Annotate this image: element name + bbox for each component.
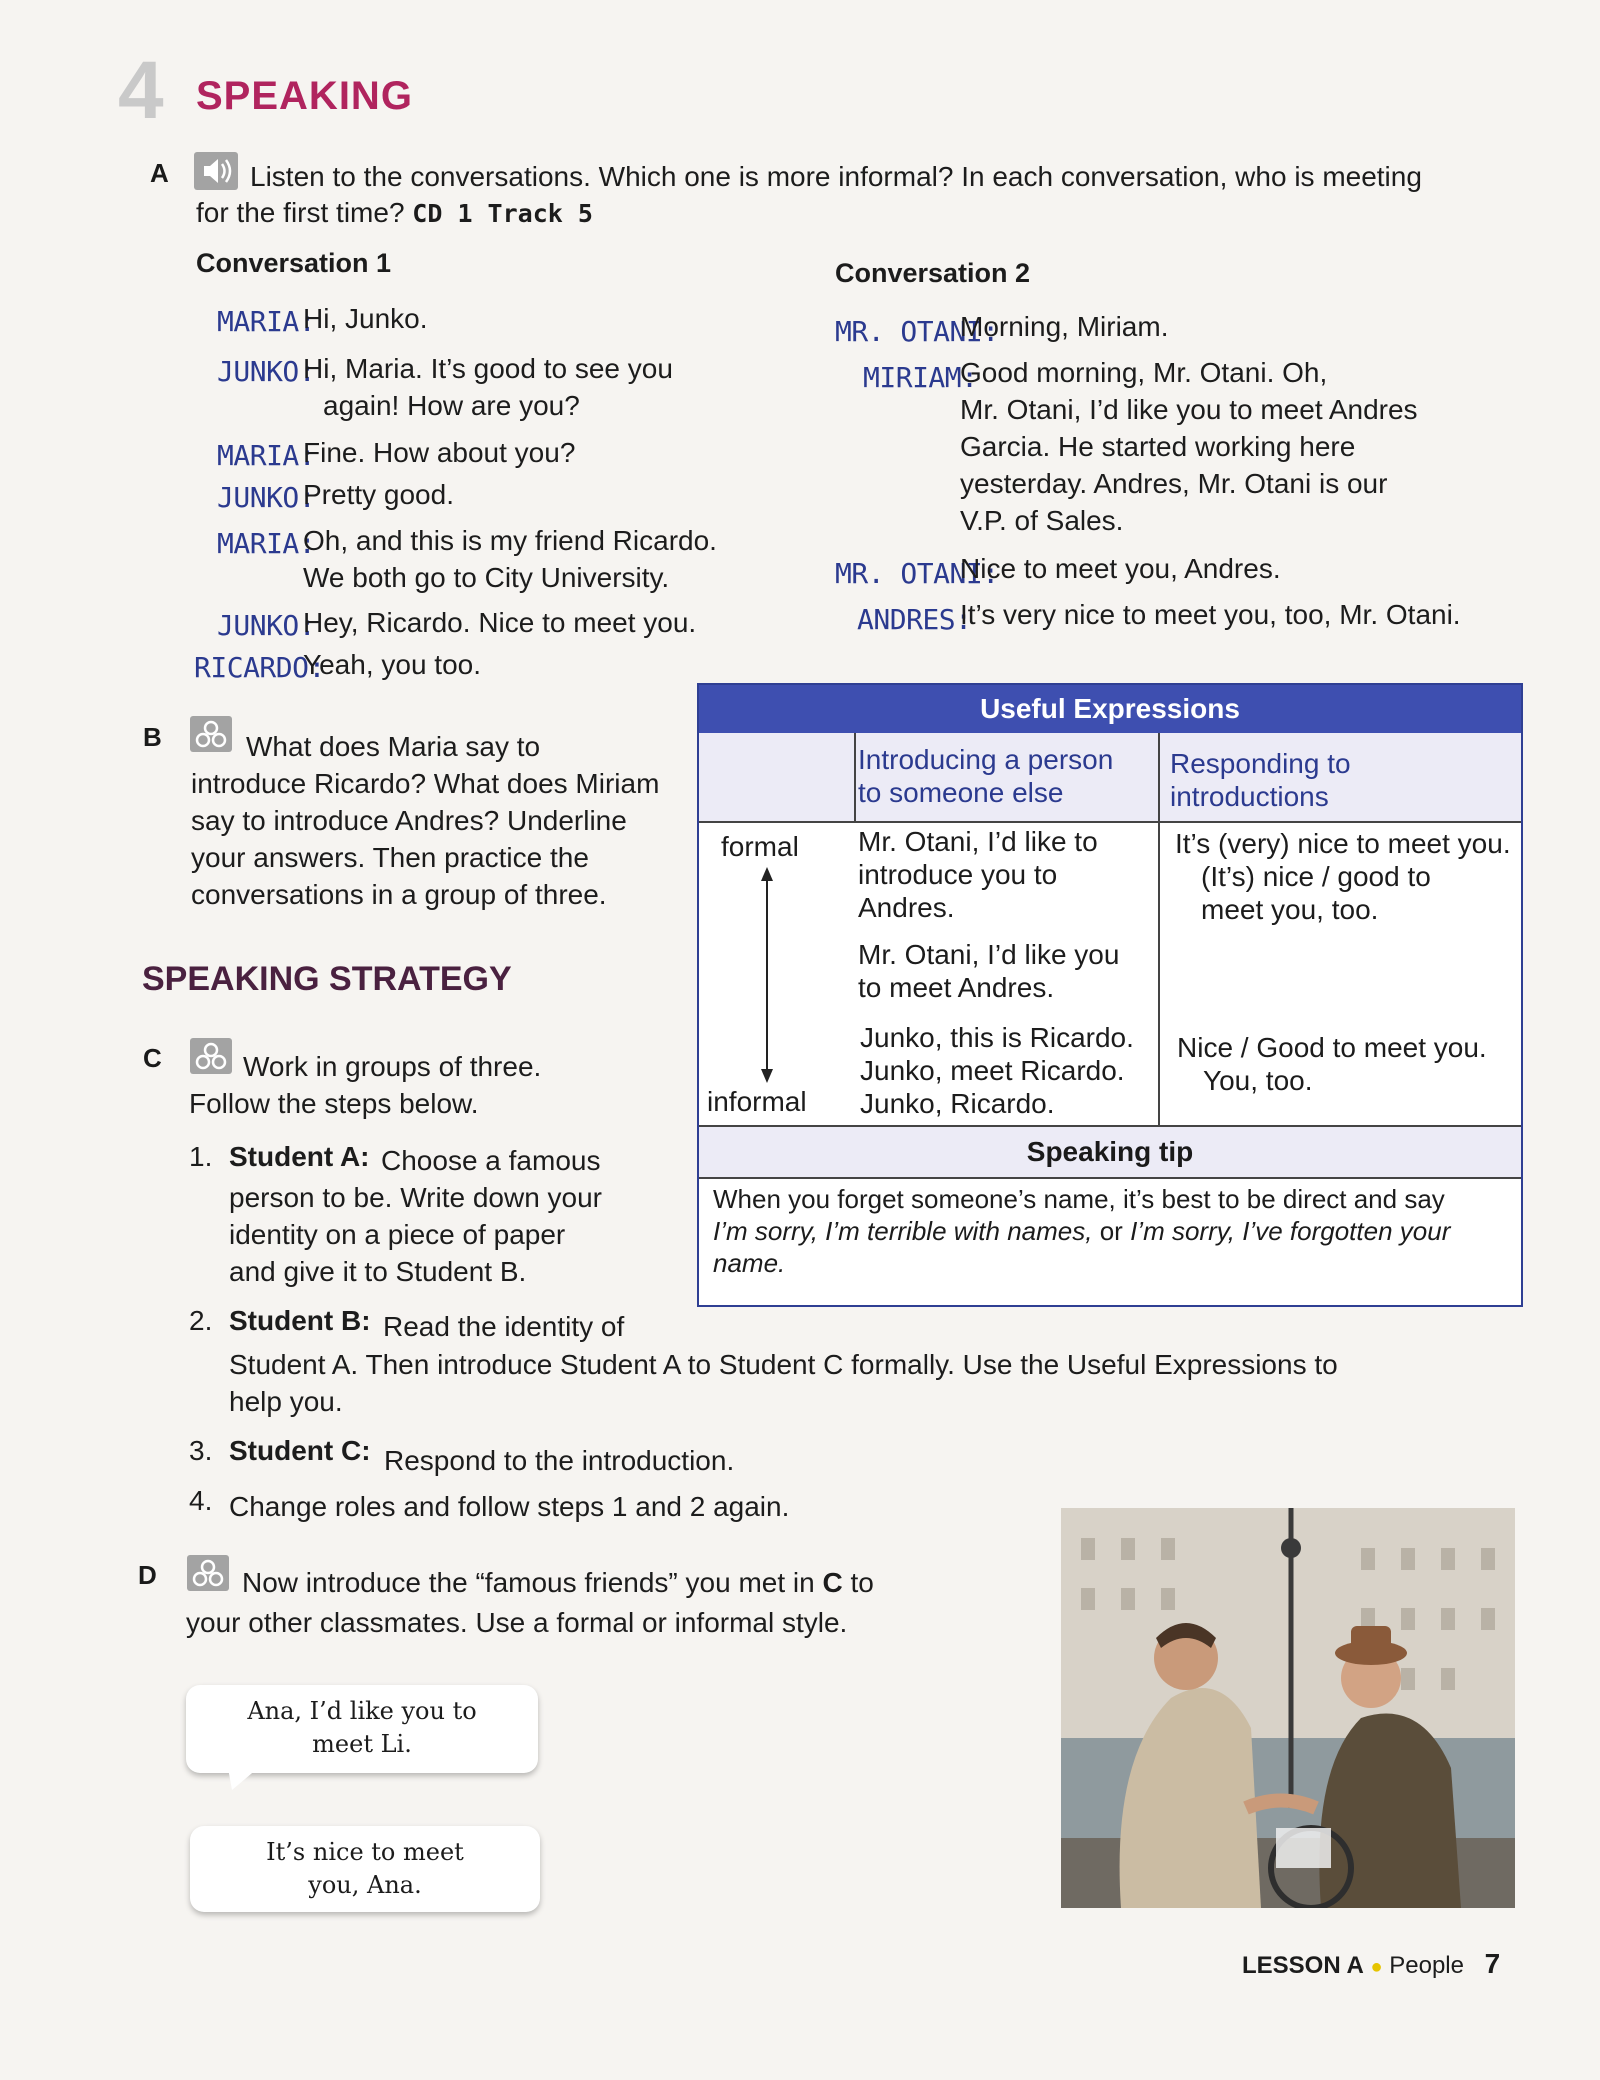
bubble-text: It’s nice to meet xyxy=(266,1838,464,1866)
dialogue-line: Yeah, you too. xyxy=(303,649,482,680)
exercise-d-line1 xyxy=(242,1564,874,1601)
conversation-2-heading: Conversation 2 xyxy=(835,258,1031,288)
speaker-label: MR. OTANI: xyxy=(835,315,999,348)
exercise-letter-b: B xyxy=(143,722,162,752)
informal-introduction xyxy=(860,1021,1134,1120)
expression-text: Mr. Otani, I’d like to xyxy=(858,826,1098,857)
handshake-photo xyxy=(1061,1508,1515,1908)
dialogue-line: yesterday. Andres, Mr. Otani is our xyxy=(960,468,1388,499)
expression-text: You, too. xyxy=(1203,1065,1313,1096)
lesson-label: LESSON A xyxy=(1242,1952,1364,1979)
speaker-label: ANDRES: xyxy=(857,603,972,636)
dialogue-line: again! How are you? xyxy=(323,390,580,421)
conversation-1-heading: Conversation 1 xyxy=(196,248,392,278)
group-work-icon xyxy=(190,1038,232,1079)
speaker-label: JUNKO: xyxy=(217,609,316,642)
tip-italic: name. xyxy=(713,1248,786,1278)
exercise-b-line: What does Maria say to xyxy=(246,731,541,762)
dialogue-line: Good morning, Mr. Otani. Oh, xyxy=(960,357,1328,388)
formal-response xyxy=(1175,827,1511,926)
page-footer xyxy=(1242,1948,1500,1980)
dialogue-line: It’s very nice to meet you, too, Mr. Otani. xyxy=(960,599,1461,630)
expression-text: It’s (very) nice to meet you. xyxy=(1175,828,1511,859)
dialogue-line: Fine. How about you? xyxy=(303,437,576,468)
page-number: 7 xyxy=(1484,1948,1501,1979)
dialogue-line: Oh, and this is my friend Ricardo. xyxy=(303,525,717,556)
step-text: identity on a piece of paper xyxy=(229,1219,566,1250)
exercise-d-text: Now introduce the “famous friends” you met in xyxy=(242,1567,823,1598)
column-header-text: introductions xyxy=(1170,781,1329,812)
group-work-icon xyxy=(187,1555,229,1596)
exercise-b-line: say to introduce Andres? Underline xyxy=(191,805,627,836)
section-title: SPEAKING xyxy=(196,74,413,118)
column-divider xyxy=(1158,733,1160,1125)
step-text: person to be. Write down your xyxy=(229,1182,603,1213)
useful-expressions-box xyxy=(697,683,1523,1307)
speaker-label: MR. OTANI: xyxy=(835,557,999,590)
speaker-label: MARIA: xyxy=(217,305,316,338)
step-number: 3. xyxy=(189,1435,213,1466)
exercise-b-line: conversations in a group of three. xyxy=(191,879,607,910)
expression-text: (It’s) nice / good to xyxy=(1201,861,1431,892)
speaker-label: JUNKO: xyxy=(217,355,316,388)
dialogue-line: Mr. Otani, I’d like you to meet Andres xyxy=(960,394,1418,425)
expression-text: introduce you to xyxy=(858,859,1058,890)
step-text: Respond to the introduction. xyxy=(384,1445,735,1476)
bullet-dot-icon: ● xyxy=(1370,1956,1383,1978)
tip-line xyxy=(713,1247,1513,1279)
step-text: Read the identity of xyxy=(383,1311,625,1342)
dialogue-line: Hey, Ricardo. Nice to meet you. xyxy=(303,607,697,638)
dialogue-line: Garcia. He started working here xyxy=(960,431,1356,462)
bubble-text: Ana, I’d like you to xyxy=(247,1697,477,1725)
column-header-responding xyxy=(1170,747,1351,813)
exercise-d-line2: your other classmates. Use a formal or informal style. xyxy=(186,1607,848,1638)
group-work-icon xyxy=(190,716,232,757)
expression-text: Junko, meet Ricardo. xyxy=(860,1055,1125,1086)
speaking-tip-text xyxy=(713,1183,1513,1279)
exercise-b-line: your answers. Then practice the xyxy=(191,842,589,873)
expression-text: Junko, this is Ricardo. xyxy=(860,1022,1134,1053)
expression-text: to meet Andres. xyxy=(858,972,1055,1003)
column-header-introducing xyxy=(858,743,1113,809)
track-reference: CD 1 Track 5 xyxy=(412,199,593,228)
formal-label: formal xyxy=(721,831,799,862)
formal-introduction xyxy=(858,938,1119,1004)
formality-arrow-icon xyxy=(757,865,777,1090)
speaker-label: JUNKO: xyxy=(217,481,316,514)
bubble-tail xyxy=(228,1768,258,1795)
exercise-a-line2-text: for the first time? xyxy=(196,197,405,228)
step-text: help you. xyxy=(229,1386,343,1417)
expression-text: Andres. xyxy=(858,892,955,923)
dialogue-line: V.P. of Sales. xyxy=(960,505,1124,536)
tip-italic: I’m sorry, I’ve forgotten your xyxy=(1130,1216,1451,1246)
column-divider xyxy=(854,733,856,821)
speech-bubble xyxy=(186,1685,538,1773)
column-header-text: Introducing a person xyxy=(858,744,1114,775)
dialogue-line: We both go to City University. xyxy=(303,562,670,593)
exercise-a-line1: Listen to the conversations. Which one is more informal? In each conversation, who is meeting xyxy=(250,161,1422,192)
lesson-topic: People xyxy=(1389,1952,1464,1979)
bubble-text: you, Ana. xyxy=(308,1871,422,1899)
exercise-letter-c: C xyxy=(143,1043,162,1073)
tip-italic: I’m sorry, I’m terrible with names, xyxy=(713,1216,1093,1246)
step-text: Choose a famous xyxy=(381,1145,601,1176)
exercise-d-ref: C xyxy=(822,1567,843,1598)
step-text: Student A. Then introduce Student A to Student C formally. Use the Useful Expressions to xyxy=(229,1349,1338,1380)
step-role: Student B: xyxy=(229,1305,371,1336)
step-role: Student A: xyxy=(229,1141,370,1172)
audio-icon[interactable] xyxy=(194,152,238,195)
exercise-c-line: Follow the steps below. xyxy=(189,1088,479,1119)
useful-expressions-title: Useful Expressions xyxy=(699,685,1521,733)
tip-line xyxy=(713,1215,1513,1247)
expression-text: Mr. Otani, I’d like you xyxy=(858,939,1120,970)
bubble-text: meet Li. xyxy=(312,1730,412,1758)
step-number: 1. xyxy=(189,1141,213,1172)
section-number: 4 xyxy=(118,45,164,136)
exercise-letter-d: D xyxy=(138,1560,157,1590)
dialogue-line: Hi, Junko. xyxy=(303,303,428,334)
speaker-label: MARIA: xyxy=(217,439,316,472)
speech-bubble xyxy=(190,1826,540,1912)
exercise-a-line2 xyxy=(196,194,593,232)
step-text: and give it to Student B. xyxy=(229,1256,527,1287)
formal-introduction xyxy=(858,825,1098,924)
speaking-strategy-heading: SPEAKING STRATEGY xyxy=(142,960,512,998)
step-role: Student C: xyxy=(229,1435,371,1466)
exercise-letter-a: A xyxy=(150,158,169,188)
speaker-label: RICARDO: xyxy=(194,651,325,684)
tip-plain: or xyxy=(1092,1216,1131,1246)
exercise-c-line: Work in groups of three. xyxy=(243,1051,542,1082)
informal-label: informal xyxy=(707,1086,807,1117)
speaking-tip-title: Speaking tip xyxy=(699,1125,1521,1179)
tip-line: When you forget someone’s name, it’s best to be direct and say xyxy=(713,1184,1445,1214)
expression-text: Junko, Ricardo. xyxy=(860,1088,1055,1119)
dialogue-line: Morning, Miriam. xyxy=(960,311,1169,342)
column-header-text: to someone else xyxy=(858,777,1064,808)
expression-text: meet you, too. xyxy=(1201,894,1379,925)
speaker-label: MARIA: xyxy=(217,527,316,560)
step-text: Change roles and follow steps 1 and 2 again. xyxy=(229,1491,790,1522)
dialogue-line: Nice to meet you, Andres. xyxy=(960,553,1281,584)
step-number: 4. xyxy=(189,1485,213,1516)
exercise-d-text: to xyxy=(842,1567,874,1598)
step-number: 2. xyxy=(189,1305,213,1336)
expression-text: Nice / Good to meet you. xyxy=(1177,1032,1487,1063)
dialogue-line: Pretty good. xyxy=(303,479,454,510)
informal-response xyxy=(1177,1031,1487,1097)
column-header-text: Responding to xyxy=(1170,748,1351,779)
dialogue-line: Hi, Maria. It’s good to see you xyxy=(303,353,673,384)
exercise-b-line: introduce Ricardo? What does Miriam xyxy=(191,768,660,799)
speaker-label: MIRIAM: xyxy=(863,361,978,394)
